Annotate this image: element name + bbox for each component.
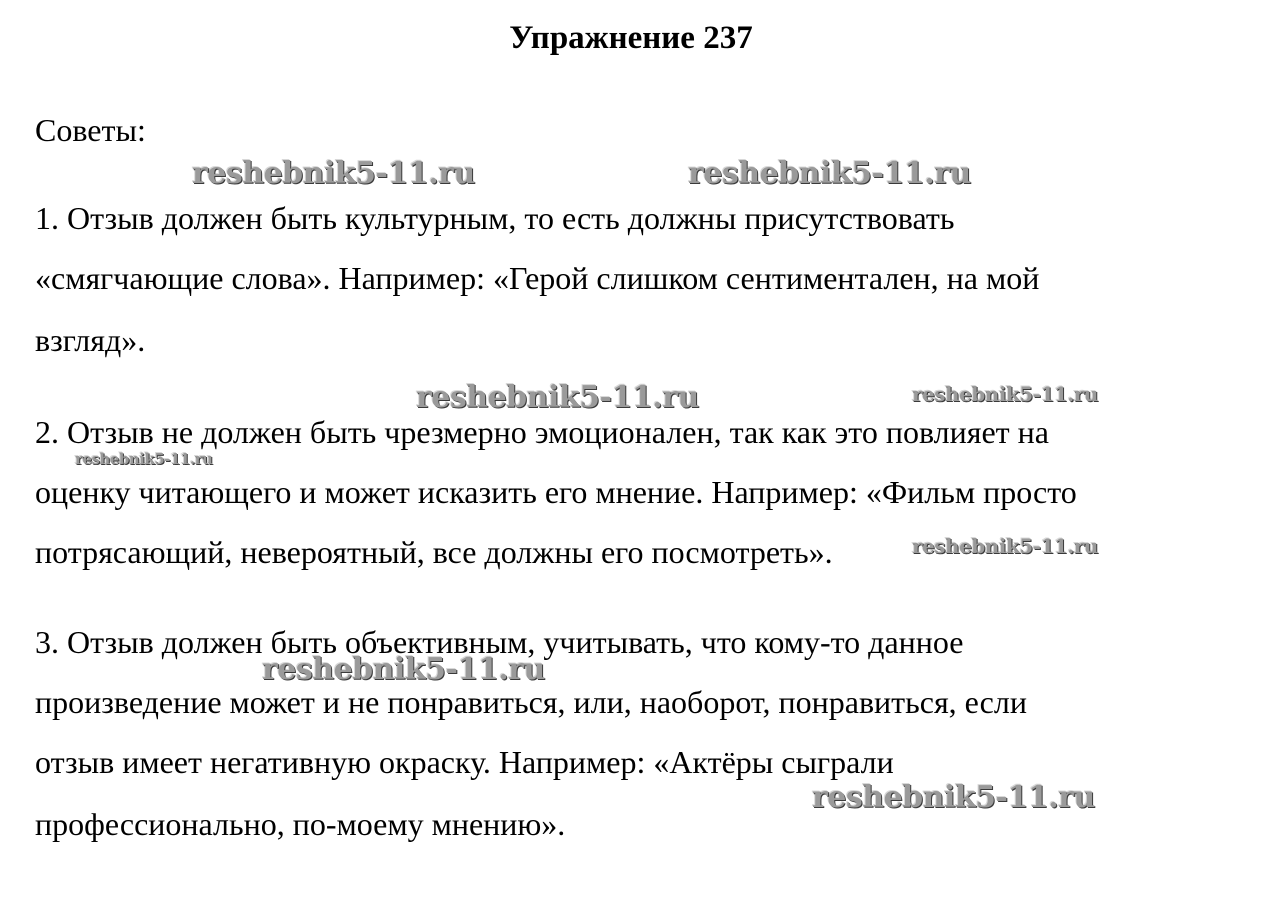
watermark: reshebnik5-11.ru <box>688 156 971 191</box>
tip-2-line-2: оценку читающего и может исказить его мнение. Например: «Фильм просто <box>35 474 1077 510</box>
watermark: reshebnik5-11.ru <box>812 780 1095 815</box>
watermark: reshebnik5-11.ru <box>912 534 1098 558</box>
tip-1-line-1: 1. Отзыв должен быть культурным, то есть должны присутствовать <box>35 200 955 236</box>
tip-1-line-3: взгляд». <box>35 322 146 358</box>
tip-1-line-2: «смягчающие слова». Например: «Герой слишком сентиментален, на мой <box>35 260 1040 296</box>
tip-3-line-3: отзыв имеет негативную окраску. Например: «Актёры сыграли <box>35 744 894 780</box>
tip-2-line-1: 2. Отзыв не должен быть чрезмерно эмоционален, так как это повлияет на <box>35 414 1049 450</box>
tip-2-line-3: потрясающий, невероятный, все должны его посмотреть». <box>35 534 833 570</box>
watermark: reshebnik5-11.ru <box>192 156 475 191</box>
watermark: reshebnik5-11.ru <box>912 382 1098 406</box>
watermark: reshebnik5-11.ru <box>262 652 545 687</box>
tip-3-line-2: произведение может и не понравиться, или, наоборот, понравиться, если <box>35 684 1027 720</box>
tip-3-line-4: профессионально, по-моему мнению». <box>35 806 566 842</box>
watermark: reshebnik5-11.ru <box>416 380 699 415</box>
exercise-title: Упражнение 237 <box>509 20 753 56</box>
watermark: reshebnik5-11.ru <box>75 450 213 468</box>
tips-label: Советы: <box>35 112 146 148</box>
tip-3-line-1: 3. Отзыв должен быть объективным, учитывать, что кому-то данное <box>35 624 964 660</box>
